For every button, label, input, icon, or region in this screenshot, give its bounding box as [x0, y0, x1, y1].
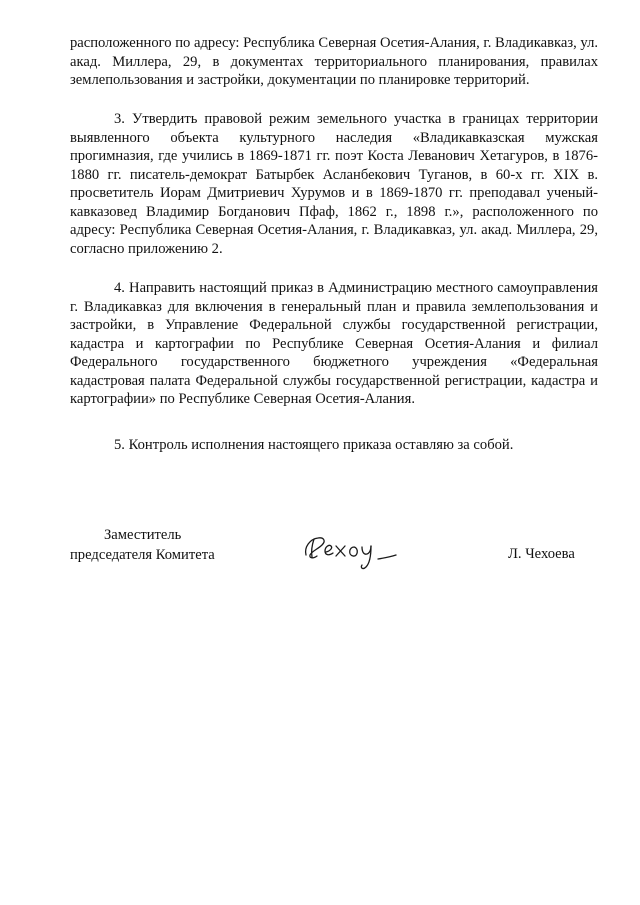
paragraph-continued: расположенного по адресу: Республика Северная Осетия-Алания, г. Владикавказ, ул. акад. Миллера, 29, в документах территориального планирования, правилах землепользования и застройки, документации по планировке территорий.: [70, 35, 599, 88]
item-3-paragraph: 3. Утвердить правовой режим земельного участка в границах территории выявленного объекта культурного наследия «Владикавказская мужская прогимназия, где учились в 1869-1871 гг. поэт Коста Леванович Хетагуров, в 1876-1880 гг. писатель-демократ Батырбек Асланбекович Туганов, в 60-х гг. XIX в. просветитель Иорам Дмитриевич Хурумов и в 1869-1870 гг. преподавал ученый-кавказовед Владимир Богданович Пфаф, 1862 г., 1898 г.», расположенного по адресу: Республика Северная Осетия-Алания, г. Владикавказ, ул. акад. Миллера, 29, согласно приложению 2.: [70, 111, 598, 257]
item-4-paragraph: 4. Направить настоящий приказ в Администрацию местного самоуправления г. Владикавказ для включения в генеральный план и правила землепользования и застройки, в Управление Федеральной службы государственной регистрации, кадастра и картографии по Республике Северная Осетия-Алания и филиал Федерального государственного бюджетного учреждения «Федеральная кадастровая палата Федеральной службы государственной регистрации, кадастра и картографии» по Республике Северная Осетия-Алания.: [70, 280, 598, 407]
handwritten-signature: [300, 525, 412, 573]
position-line-2: председателя Комитета: [70, 547, 215, 563]
position-line-1: Заместитель: [104, 527, 182, 543]
signatory-position: [70, 525, 270, 565]
item-5-paragraph: 5. Контроль исполнения настоящего приказа оставляю за собой.: [114, 437, 514, 453]
signatory-name: Л. Чехоева: [508, 546, 575, 562]
